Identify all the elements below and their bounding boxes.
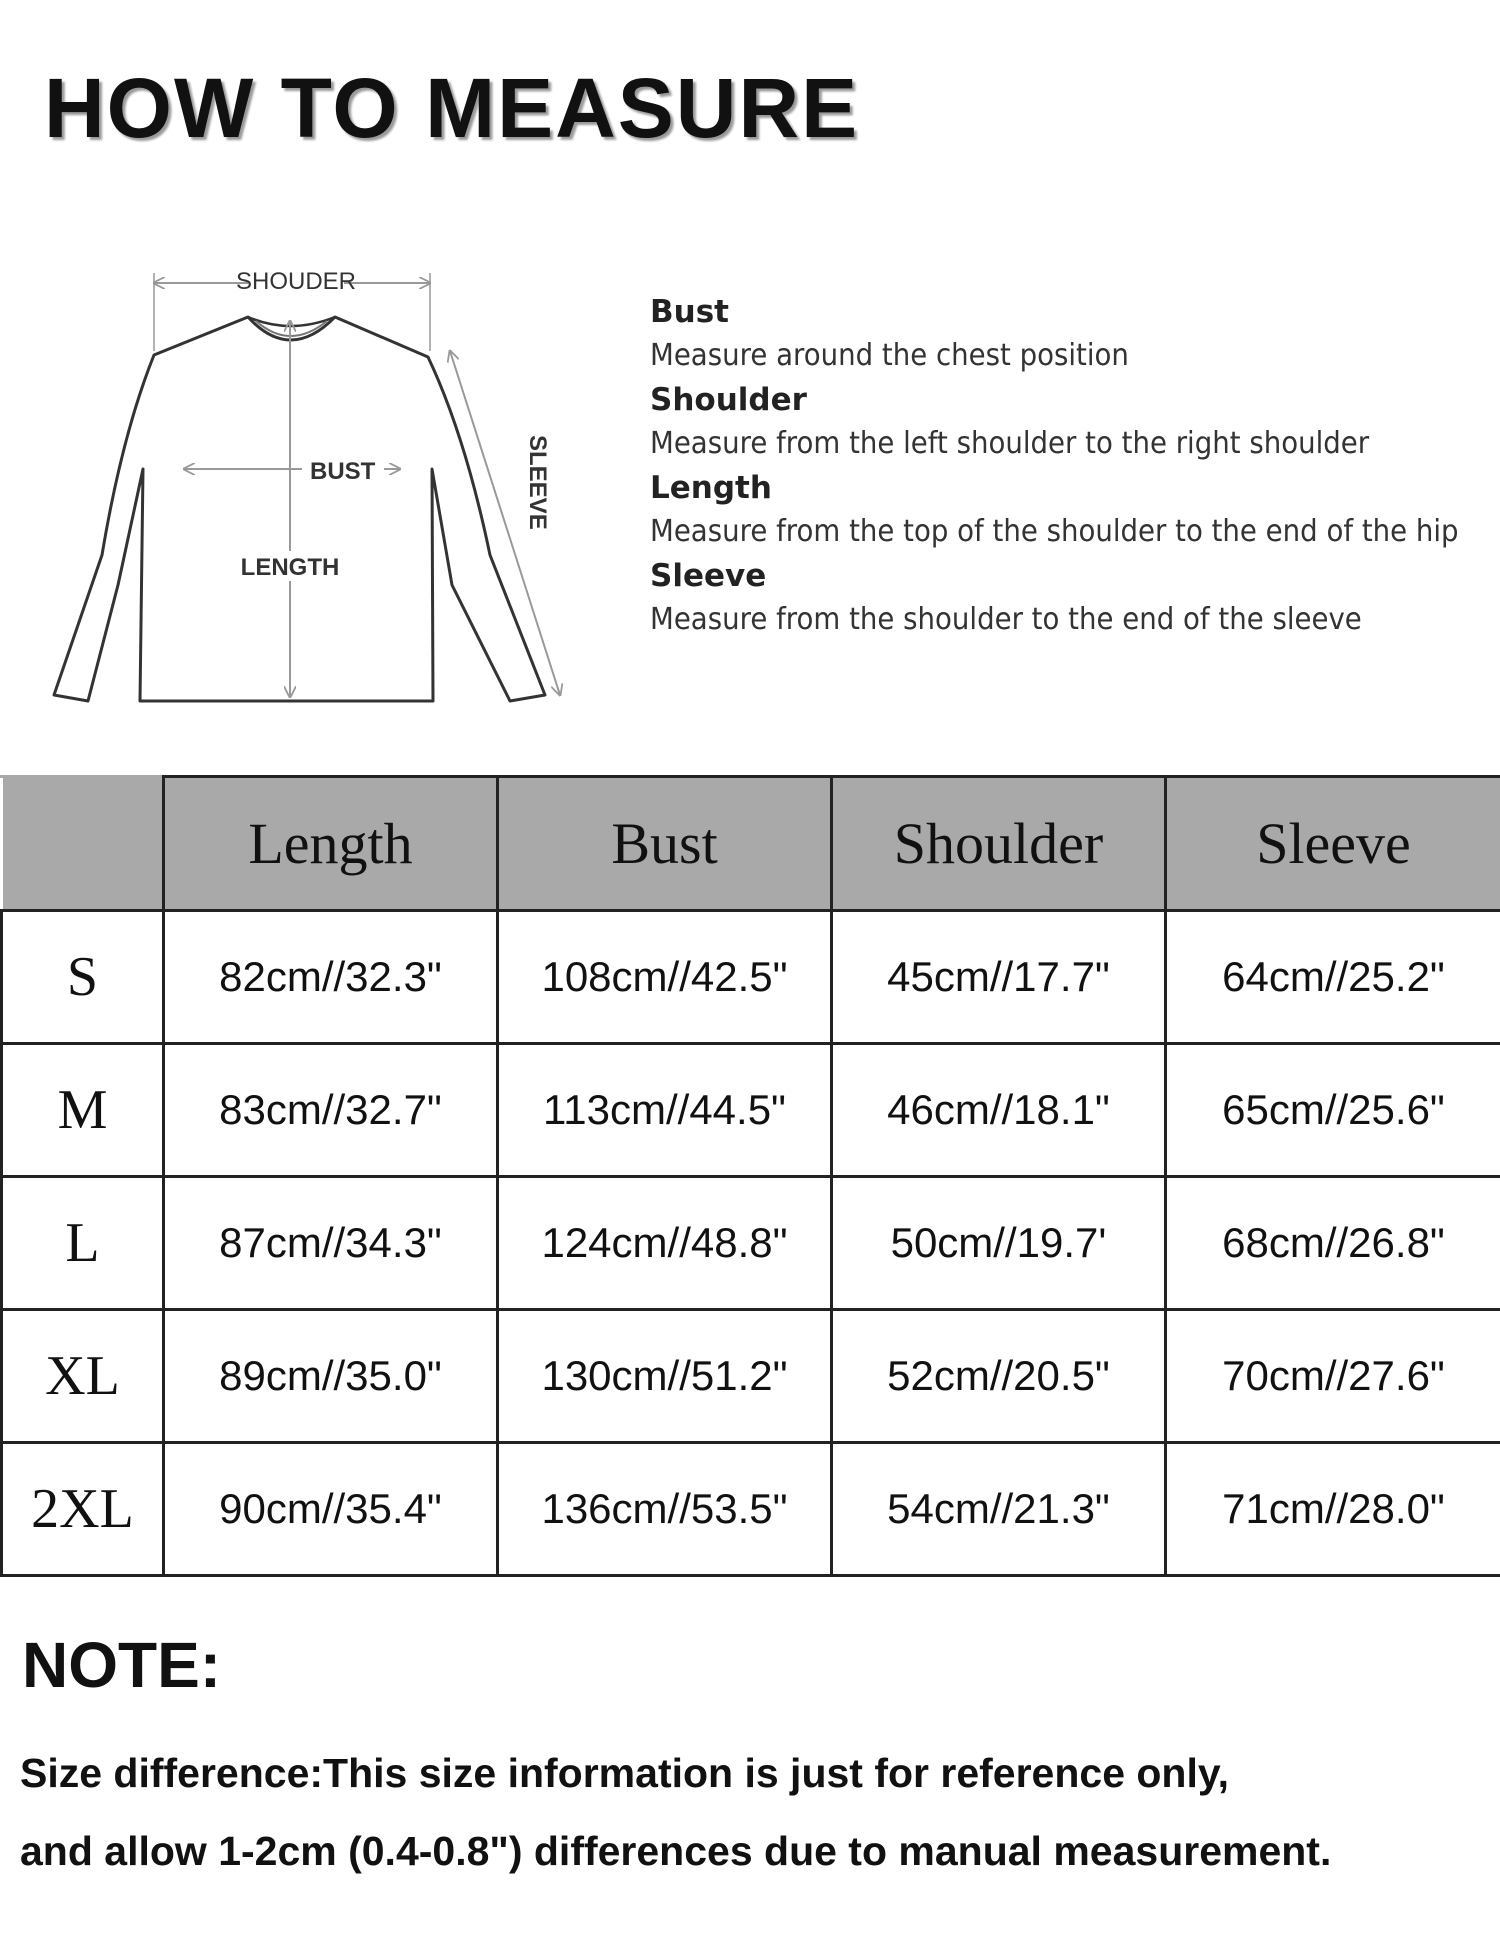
desc-heading-shoulder: Shoulder xyxy=(650,382,807,418)
header-bust: Bust xyxy=(498,777,832,911)
shoulder-cell: 54cm//21.3" xyxy=(832,1443,1166,1576)
page-title: HOW TO MEASURE xyxy=(44,61,860,155)
note-title: NOTE: xyxy=(22,1629,222,1701)
table-row xyxy=(2,1443,1500,1576)
header-sleeve: Sleeve xyxy=(1166,777,1500,911)
table-header-row xyxy=(2,777,1500,911)
sweater-outline xyxy=(54,317,545,701)
desc-text-bust: Measure around the chest position xyxy=(650,338,1129,373)
sleeve-label: SLEEVE xyxy=(524,435,551,530)
length-cell: 83cm//32.7" xyxy=(164,1044,498,1177)
note-line-2: and allow 1-2cm (0.4-0.8") differences due to manual measurement. xyxy=(20,1828,1332,1874)
length-cell: 90cm//35.4" xyxy=(164,1443,498,1576)
table-row xyxy=(2,911,1500,1044)
sleeve-cell: 70cm//27.6" xyxy=(1166,1310,1500,1443)
sleeve-cell: 71cm//28.0" xyxy=(1166,1443,1500,1576)
desc-text-sleeve: Measure from the shoulder to the end of the sleeve xyxy=(650,602,1362,637)
size-cell: XL xyxy=(2,1310,164,1443)
length-cell: 89cm//35.0" xyxy=(164,1310,498,1443)
bust-label: BUST xyxy=(310,458,376,485)
size-cell: M xyxy=(2,1044,164,1177)
sleeve-cell: 65cm//25.6" xyxy=(1166,1044,1500,1177)
size-cell: S xyxy=(2,911,164,1044)
desc-heading-length: Length xyxy=(650,470,772,506)
bust-cell: 130cm//51.2" xyxy=(498,1310,832,1443)
shoulder-label: SHOUDER xyxy=(235,268,357,295)
length-label: LENGTH xyxy=(240,554,340,581)
sleeve-cell: 68cm//26.8" xyxy=(1166,1177,1500,1310)
table-row xyxy=(2,1310,1500,1443)
desc-text-length: Measure from the top of the shoulder to the end of the hip xyxy=(650,514,1459,549)
desc-heading-sleeve: Sleeve xyxy=(650,558,767,594)
bust-cell: 124cm//48.8" xyxy=(498,1177,832,1310)
bust-cell: 113cm//44.5" xyxy=(498,1044,832,1177)
size-cell: L xyxy=(2,1177,164,1310)
header-shoulder: Shoulder xyxy=(832,777,1166,911)
size-cell: 2XL xyxy=(2,1443,164,1576)
length-cell: 82cm//32.3" xyxy=(164,911,498,1044)
shoulder-cell: 45cm//17.7" xyxy=(832,911,1166,1044)
shoulder-cell: 50cm//19.7' xyxy=(832,1177,1166,1310)
length-cell: 87cm//34.3" xyxy=(164,1177,498,1310)
table-row xyxy=(2,1044,1500,1177)
sleeve-cell: 64cm//25.2" xyxy=(1166,911,1500,1044)
desc-text-shoulder: Measure from the left shoulder to the right shoulder xyxy=(650,426,1370,461)
header-length: Length xyxy=(164,777,498,911)
table-row xyxy=(2,1177,1500,1310)
measurement-descriptions xyxy=(650,290,1490,642)
note-line-1: Size difference:This size information is just for reference only, xyxy=(20,1750,1230,1796)
bust-cell: 136cm//53.5" xyxy=(498,1443,832,1576)
desc-heading-bust: Bust xyxy=(650,294,729,330)
shoulder-cell: 46cm//18.1" xyxy=(832,1044,1166,1177)
bust-cell: 108cm//42.5" xyxy=(498,911,832,1044)
size-chart-table xyxy=(0,775,1500,1577)
shoulder-cell: 52cm//20.5" xyxy=(832,1310,1166,1443)
sweater-measurement-diagram xyxy=(40,255,580,715)
header-corner-cell xyxy=(2,777,164,911)
